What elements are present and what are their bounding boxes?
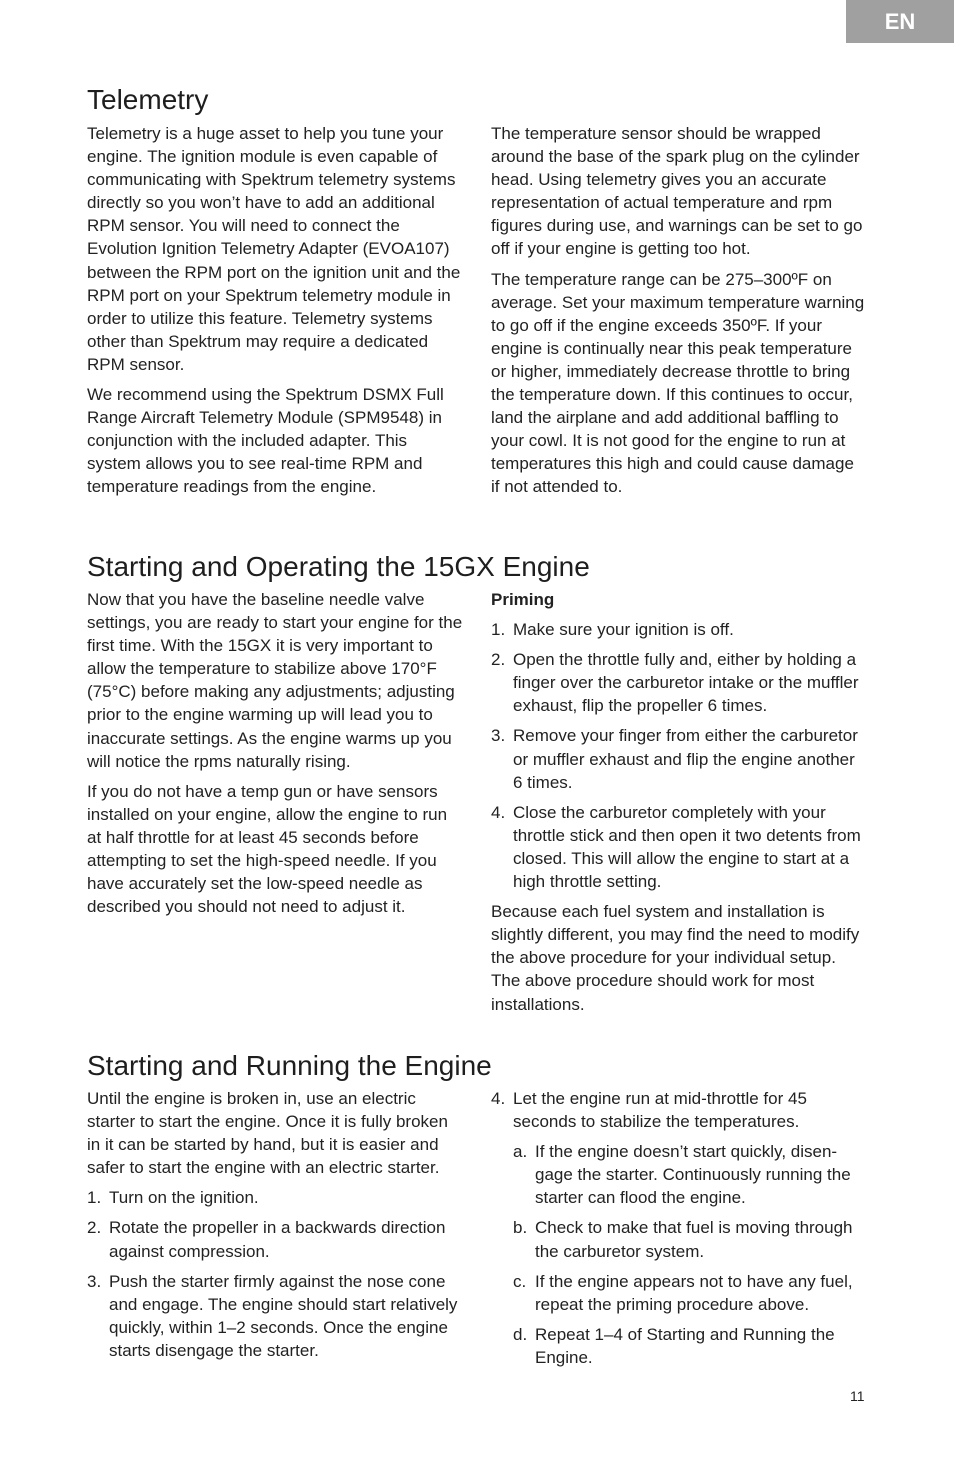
- starting-running-left-column: [87, 1087, 463, 1369]
- list-item: a. If the engine doesn’t start quickly, disengage the starter. Continuously running the starter can flood the engine.: [513, 1142, 851, 1208]
- starting-operating-section: [87, 550, 867, 1014]
- priming-subheading: Priming: [491, 590, 555, 609]
- running-steps: [87, 1186, 463, 1362]
- starting-running-right-column: [491, 1087, 867, 1383]
- running-intro: Until the engine is broken in, use an electric starter to start the engine. Once it is fully broken in it can be started by hand, but it is easier and safer to start the engine with an electric starter.: [87, 1089, 448, 1178]
- list-item: 1. Turn on the ignition.: [87, 1188, 259, 1208]
- starting-operating-left-column: [87, 588, 463, 925]
- telemetry-paragraph: We recommend using the Spektrum DSMX Full Range Aircraft Telemetry Module (SPM9548) in conjunction with the included adapter. This system allows you to see real-time RPM and temperature readings from the engine.: [87, 385, 444, 497]
- list-item: 1. Make sure your ignition is off.: [491, 620, 734, 640]
- substeps: [513, 1140, 867, 1369]
- list-item: 4. Close the carburetor completely with your throttle stick and then open it two detents from closed. This will allow the engine to start at a high throttle setting.: [491, 802, 861, 892]
- priming-note: Because each fuel system and installation is slightly different, you may find the need to modify the above procedure for your individual setup. The above procedure should work for most installations.: [491, 902, 860, 1014]
- telemetry-paragraph: The temperature range can be 275–300ºF on average. Set your maximum temperature warning to go off if the engine exceeds 350ºF. If your engine is continually near this peak temperature or higher, immediately decrease throttle to bring the temperature down. If this continues to occur, land the airplane and add additional baffling to your cowl. It is not good for the engine to run at temperatures this high and could cause damage if not attended to.: [491, 269, 865, 497]
- priming-steps: [491, 618, 867, 893]
- list-item: 2. Rotate the propeller in a backwards direction against compression.: [87, 1218, 446, 1261]
- telemetry-paragraph: The temperature sensor should be wrapped around the base of the spark plug on the cylinder head. Using telemetry gives you an accurate representation of actual temperature and rpm figures during use, and warnings can be set to go off if your engine is getting too hot.: [491, 124, 863, 259]
- starting-running-heading: Starting and Running the Engine: [87, 1050, 492, 1081]
- telemetry-heading: Telemetry: [87, 84, 209, 115]
- step-text: Let the engine run at mid-throttle for 45 seconds to stabilize the temperatures.: [513, 1089, 807, 1132]
- operating-paragraph: If you do not have a temp gun or have sensors installed on your engine, allow the engine to run at half throttle for at least 45 seconds before attempting to set the high-speed needle. If you have accurately set the low-speed needle as described you should not need to adjust it.: [87, 781, 448, 917]
- telemetry-section: [87, 83, 867, 497]
- running-steps-continued: [491, 1087, 867, 1376]
- telemetry-paragraph: Telemetry is a huge asset to help you tune your engine. The ignition module is even capable of communicating with Spektrum telemetry systems directly so you won’t have to add an additional RPM sensor. You will need to connect the Evolution Ignition Telemetry Adapter (EVOA107) between the RPM port on the ignition unit and the RPM port on your Spektrum telemetry module in order to utilize this feature. Telemetry systems other than Spektrum may require a dedicated RPM sensor.: [87, 124, 461, 374]
- list-item: d. Repeat 1–4 of Starting and Running the Engine.: [513, 1324, 835, 1367]
- language-tab: EN: [846, 0, 954, 43]
- list-item: b. Check to make that fuel is moving through the carburetor system.: [513, 1218, 853, 1261]
- starting-running-section: [87, 1049, 867, 1367]
- starting-operating-heading: Starting and Operating the 15GX Engine: [87, 551, 590, 582]
- list-item: 3. Remove your finger from either the carburetor or muffler exhaust and flip the engine another 6 times.: [491, 726, 858, 792]
- list-item: 4. Let the engine run at mid-throttle for 45 seconds to stabilize the temperatures. a. If the engine doesn’t start quickly, disengage the starter. Continuously running the starter can flood the engine. b. Check to make that fuel is moving through the carburetor system. c. If the engine appears not to have any fuel, repeat the priming procedure above. d. Repeat 1–4 of Starting and Running the Engine.: [491, 1087, 867, 1376]
- page-number: 11: [850, 1388, 865, 1404]
- list-item: 3. Push the starter firmly against the nose cone and engage. The engine should start relatively quickly, within 1–2 seconds. Once the engine starts disengage the starter.: [87, 1271, 458, 1360]
- telemetry-left-column: [87, 122, 463, 506]
- operating-paragraph: Now that you have the baseline needle valve settings, you are ready to start your engine for the first time. With the 15GX it is very important to allow the temperature to stabilize above 170°F (75°C) before making any adjustments; adjusting prior to the engine warming up will lead you to inaccurate settings. As the engine warms up you will notice the rpms naturally rising.: [87, 590, 463, 771]
- priming-column: [491, 588, 867, 1023]
- list-item: 2. Open the throttle fully and, either by holding a finger over the carburetor intake or the muffler exhaust, flip the propeller 6 times.: [491, 650, 859, 716]
- list-item: c. If the engine appears not to have any fuel, repeat the priming procedure above.: [513, 1271, 853, 1314]
- telemetry-right-column: [491, 122, 867, 506]
